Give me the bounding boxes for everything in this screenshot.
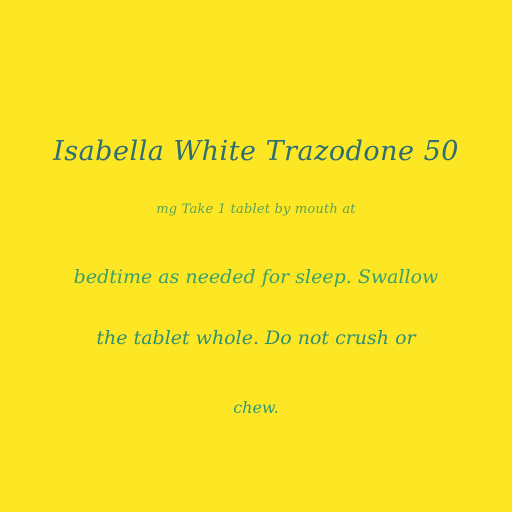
instruction-line-1: bedtime as needed for sleep. Swallow: [73, 266, 439, 288]
instruction-line-2: the tablet whole. Do not crush or: [96, 327, 416, 349]
instruction-line-3: chew.: [233, 398, 279, 417]
dosage-scribble-line: mg Take 1 tablet by mouth at: [156, 202, 356, 217]
patient-drug-heading: Isabella White Trazodone 50: [53, 136, 459, 167]
